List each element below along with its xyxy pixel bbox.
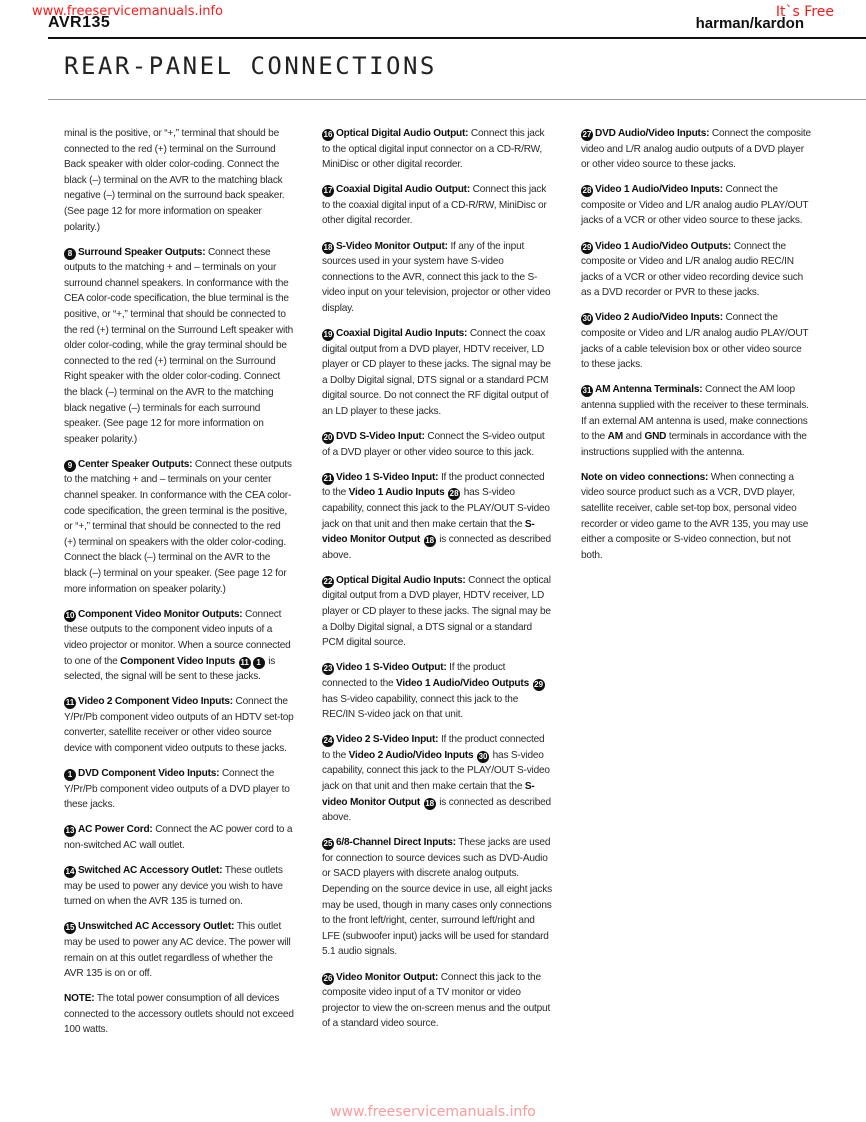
item-title: Unswitched AC Accessory Outlet: xyxy=(78,921,235,933)
item-text: If the product connected to the xyxy=(322,471,545,499)
callout-ref-icon: 28 xyxy=(449,489,459,499)
callout-number-icon: 11 xyxy=(65,698,75,708)
callout-ref-icon: 30 xyxy=(478,751,488,761)
item-title: Switched AC Accessory Outlet: xyxy=(78,865,223,877)
header-rule xyxy=(48,37,866,39)
item-text: and xyxy=(622,431,645,443)
callout-number-icon: 22 xyxy=(323,576,333,586)
paragraph-s-video-monitor-output xyxy=(322,239,552,317)
item-text: has S-video capability, connect this jack to the PLAY/OUT S-video jack on that unit and then make certain that the xyxy=(322,749,550,792)
paragraph-note-video-connections xyxy=(581,470,811,564)
item-emphasis: Video 2 Audio/Video Inputs xyxy=(348,749,474,761)
text-column-3 xyxy=(581,126,811,573)
item-text: Connect these outputs to the component video inputs of a video projector or monitor. When a source connected to one of the xyxy=(64,608,291,667)
item-text: Connect the composite or Video and L/R analog audio REC/IN jacks of a VCR or other video recording device such as a DVD recorder or PVR to these jacks. xyxy=(581,240,804,299)
item-text: is connected as described above. xyxy=(322,534,551,561)
item-text: The total power consumption of all devices connected to the accessory outlets should not exceed 100 watts. xyxy=(64,993,294,1036)
item-text: These jacks are used for connection to source devices such as DVD-Audio or SACD players with discrete analog outputs. Depending on the source device in use, all eight jacks may be used, though in many cases only connections to the front left/right, center, surround left/right and LFE (subwoofer input) jacks will be used for standard 5.1 audio signals. xyxy=(322,837,552,958)
item-title: DVD Audio/Video Inputs: xyxy=(595,128,710,139)
callout-number-icon: 19 xyxy=(323,330,333,340)
item-text: Connect the composite video and L/R analog audio outputs of a DVD player or other video source to these jacks. xyxy=(581,128,811,171)
item-text: has S-video capability, connect this jack to the REC/IN S-video jack on that unit. xyxy=(322,693,519,721)
callout-number-icon: 15 xyxy=(65,923,75,933)
item-title: Surround Speaker Outputs: xyxy=(78,246,206,258)
watermark-link-bottom[interactable]: www.freeservicemanuals.info xyxy=(330,1104,536,1120)
item-title: DVD Component Video Inputs: xyxy=(78,768,220,780)
paragraph-dvd-component-inputs xyxy=(64,766,294,813)
paragraph-video-1-av-inputs xyxy=(581,182,811,229)
item-title: Video 2 Audio/Video Inputs: xyxy=(595,312,723,324)
item-title: Video 1 Audio/Video Inputs: xyxy=(595,184,723,196)
paragraph-dvd-av-inputs xyxy=(581,126,811,173)
note-label: NOTE: xyxy=(64,993,95,1005)
title-rule xyxy=(48,99,866,100)
item-text: terminals in accordance with the instructions supplied with the antenna. xyxy=(581,431,807,458)
paragraph-video-2-s-video-input xyxy=(322,732,552,826)
callout-number-icon: 31 xyxy=(582,386,592,396)
item-title: Component Video Monitor Outputs: xyxy=(78,608,243,620)
callout-ref-icon: 18 xyxy=(425,798,435,808)
paragraph-video-1-s-video-input xyxy=(322,470,552,564)
item-title: Video 1 S-Video Input: xyxy=(336,471,439,483)
paragraph-optical-digital-output xyxy=(322,126,552,173)
paragraph-component-video-monitor-outputs xyxy=(64,607,294,685)
callout-number-icon: 8 xyxy=(64,248,76,260)
item-emphasis: S-video Monitor Output xyxy=(322,780,535,808)
brand-logo: harman/kardon xyxy=(695,15,804,32)
callout-number-icon: 25 xyxy=(323,839,333,849)
item-text: Connect the optical digital output from a DVD player, HDTV receiver, LD player or CD player to these jacks. The signal may be a Dolby Digital signal, a DTS signal or a standard PCM digital source. xyxy=(322,574,551,649)
callout-number-icon: 9 xyxy=(64,460,76,472)
item-title: AC Power Cord: xyxy=(78,824,153,836)
item-title: DVD S-Video Input: xyxy=(336,431,425,443)
callout-number-icon: 30 xyxy=(582,314,592,324)
item-title: 6/8-Channel Direct Inputs: xyxy=(336,837,456,849)
paragraph-direct-inputs xyxy=(322,835,552,960)
item-text: This outlet may be used to power any AC device. The power will remain on at this outlet regardless of whether the AVR 135 is on or off. xyxy=(64,921,291,980)
callout-number-icon: 20 xyxy=(323,433,333,443)
paragraph-am-antenna-terminals xyxy=(581,382,811,460)
item-emphasis: Video 1 Audio/Video Outputs xyxy=(396,677,529,689)
note-label: Note on video connections: xyxy=(581,471,709,483)
page-title: REAR-PANEL CONNECTIONS xyxy=(64,52,437,80)
item-text: Connect this jack to the coaxial digital input of a CD-R/RW, MiniDisc or other digital recorder. xyxy=(322,184,547,227)
watermark-free-label: It`s Free xyxy=(775,4,834,20)
paragraph-coaxial-digital-output xyxy=(322,182,552,229)
item-text: If any of the input sources used in your system have S-video connections to the AVR, connect this jack to the S-video input on your television, projector or other video display. xyxy=(322,240,551,314)
callout-number-icon: 16 xyxy=(323,130,333,139)
item-title: S-Video Monitor Output: xyxy=(336,240,448,252)
paragraph-note-power xyxy=(64,991,294,1038)
item-title: AM Antenna Terminals: xyxy=(595,384,703,396)
callout-ref-icon: 29 xyxy=(534,679,544,689)
paragraph-continued: minal is the positive, or “+,” terminal that should be connected to the red (+) terminal on the Surround Back speaker with older color-coding. Connect the black (–) terminal on the AVR to the matching black negative (–) terminal on the surround back speaker. (See page 12 for more information on speaker polarity.) xyxy=(64,128,285,233)
item-text: These outlets may be used to power any device you wish to have turned on when the AVR 135 is turned on. xyxy=(64,865,283,908)
callout-ref-icon: 18 xyxy=(425,536,435,546)
callout-number-icon: 26 xyxy=(323,973,333,983)
callout-number-icon: 13 xyxy=(65,826,75,836)
item-title: Video 2 Component Video Inputs: xyxy=(78,696,233,708)
item-text: When connecting a video source product such as a VCR, DVD player, satellite receiver, cable set-top box, personal video recorder or video game to the AVR 135, you may use either a composite or S-video connection, but not both. xyxy=(581,471,809,561)
callout-number-icon: 17 xyxy=(323,186,333,196)
item-title: Video Monitor Output: xyxy=(336,971,439,983)
item-text: Connect the composite or Video and L/R analog audio PLAY/OUT jacks of a cable television box or other video source to these jacks. xyxy=(581,312,809,371)
paragraph-video-2-component-inputs xyxy=(64,694,294,756)
item-text: Connect the AC power cord to a non-switched AC wall outlet. xyxy=(64,824,293,851)
paragraph-dvd-s-video-input xyxy=(322,429,552,460)
paragraph-video-1-s-video-output xyxy=(322,660,552,722)
callout-ref-icon: 11 xyxy=(240,657,249,667)
paragraph-video-monitor-output xyxy=(322,970,552,1032)
callout-number-icon: 27 xyxy=(582,130,592,139)
item-title: Center Speaker Outputs: xyxy=(78,458,193,470)
text-column-1 xyxy=(64,126,294,1047)
item-text: has S-video capability, connect this jack to the PLAY/OUT S-video jack on that unit and then make certain that the xyxy=(322,487,550,530)
callout-number-icon: 18 xyxy=(323,242,333,252)
paragraph-ac-power-cord xyxy=(64,822,294,853)
item-title: Video 2 S-Video Input: xyxy=(336,734,439,746)
watermark-link-top-left[interactable]: www.freeservicemanuals.info xyxy=(32,4,224,19)
paragraph-unswitched-ac-outlet xyxy=(64,919,294,981)
item-text: Connect the AM loop antenna supplied with the receiver to these terminals. If an external AM antenna is used, make connections to the xyxy=(581,384,809,443)
item-title: Coaxial Digital Audio Inputs: xyxy=(336,328,468,340)
callout-ref-icon: 1 xyxy=(253,657,265,669)
item-title: Video 1 Audio/Video Outputs: xyxy=(595,240,732,252)
paragraph-coaxial-digital-inputs xyxy=(322,326,552,420)
item-text: If the product connected to the xyxy=(322,734,545,761)
text-column-2 xyxy=(322,126,552,1041)
callout-number-icon: 14 xyxy=(65,867,75,877)
item-title: Optical Digital Audio Output: xyxy=(336,128,469,139)
item-emphasis: Video 1 Audio Inputs xyxy=(348,487,445,499)
callout-number-icon: 1 xyxy=(64,769,76,781)
model-number: AVR135 xyxy=(48,14,111,31)
item-text: is selected, the signal will be sent to these jacks. xyxy=(64,655,276,683)
item-title: Optical Digital Audio Inputs: xyxy=(336,574,466,586)
item-text: Connect this jack to the optical digital input connector on a CD-R/RW, MiniDisc or other digital recorder. xyxy=(322,128,545,171)
paragraph-switched-ac-outlet xyxy=(64,863,294,910)
callout-number-icon: 29 xyxy=(582,242,592,252)
item-text: If the product connected to the xyxy=(322,662,506,689)
paragraph-video-1-av-outputs xyxy=(581,239,811,301)
item-emphasis: GND xyxy=(644,431,667,443)
item-text: Connect these outputs to the matching + and – terminals on your center channel speaker. In conformance with the CEA color-code specification, the green terminal is the positive, or “+,” terminal that should be connected to the red (+) terminal on speakers with the older color-coding. Connect the black (–) terminal on the AVR to the black (–) terminal on your speaker. (See page 12 for more information on speaker polarity.) xyxy=(64,458,292,595)
callout-number-icon: 28 xyxy=(582,186,592,196)
item-emphasis: AM xyxy=(607,431,623,443)
callout-number-icon: 10 xyxy=(65,610,75,620)
item-text: Connect these outputs to the matching + and – terminals on your surround channel speakers. In conformance with the CEA color-code specification, the blue terminal is the positive, or “+,” terminal that should be connected to the red (+) terminal on the Surround Left speaker with older color-coding, while the gray terminal should be connected to the red (+) terminal on the Surround Right speaker with the older color-coding. Connect the black (–) terminal on the AVR to the matching black negative (–) terminals for each surround speaker. (See page 12 for more information on speaker polarity.) xyxy=(64,246,294,445)
item-title: Coaxial Digital Audio Output: xyxy=(336,184,471,196)
item-text: Connect the S-video output of a DVD player or other video source to this jack. xyxy=(322,431,545,458)
callout-number-icon: 23 xyxy=(323,664,333,674)
item-text: Connect the composite or Video and L/R analog audio PLAY/OUT jacks of a VCR or other video source to these jacks. xyxy=(581,184,809,227)
item-text: Connect the Y/Pr/Pb component video outputs of a DVD player to these jacks. xyxy=(64,768,290,811)
paragraph-center-speaker-outputs xyxy=(64,457,294,597)
paragraph-optical-digital-inputs xyxy=(322,573,552,651)
item-emphasis: S-video Monitor Output xyxy=(322,518,535,546)
item-text: Connect this jack to the composite video input of a TV monitor or video projector to view the on-screen menus and the output of a standard video source. xyxy=(322,971,551,1030)
item-text: Connect the Y/Pr/Pb component video outputs of an HDTV set-top converter, satellite receiver or other video source device with component video outputs to these jacks. xyxy=(64,696,294,754)
callout-number-icon: 21 xyxy=(323,473,333,483)
item-title: Video 1 S-Video Output: xyxy=(336,662,447,674)
item-text: is connected as described above. xyxy=(322,796,551,824)
item-emphasis: Component Video Inputs xyxy=(120,655,235,667)
paragraph-video-2-av-inputs xyxy=(581,310,811,372)
item-text: Connect the coax digital output from a DVD player, HDTV receiver, LD player or CD player to these jacks. The signal may be a Dolby Digital signal, DTS signal or a standard PCM digital source. Do not connect the RF digital output of an LD player to these jacks. xyxy=(322,328,551,417)
callout-number-icon: 24 xyxy=(323,736,333,746)
paragraph-surround-speaker-outputs xyxy=(64,245,294,448)
